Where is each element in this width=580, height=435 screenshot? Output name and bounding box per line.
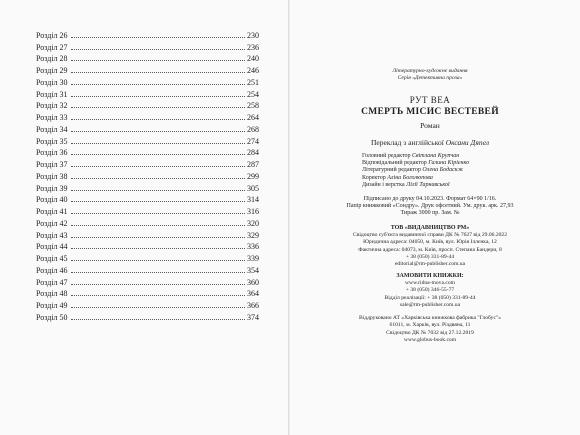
toc-page-number: 339 [247, 254, 259, 263]
toc-row [36, 110, 259, 122]
toc-page-number: 251 [247, 77, 259, 87]
toc-chapter-title: Розділ 34 [36, 124, 68, 134]
toc-row [36, 122, 259, 134]
toc-page-number: 284 [247, 148, 259, 158]
credit-role: Коректор [362, 174, 386, 181]
printing-line: www.globus-book.com [403, 337, 457, 343]
translation-label: Переклад з англійської [371, 137, 444, 147]
toc-page-number: 329 [247, 230, 259, 240]
toc-chapter-title: Розділ 40 [36, 195, 68, 205]
toc-dot-leader [71, 260, 245, 261]
toc-chapter-title: Розділ 26 [36, 30, 68, 40]
credit-name: Галина Кірієнко [428, 160, 470, 166]
toc-dot-leader [71, 213, 245, 214]
credit-name: Світлана Крупчан [412, 152, 460, 159]
toc-chapter-title: Розділ 50 [36, 312, 68, 322]
publisher-name: ТОВ «ВИДАВНИЦТВО РМ» [390, 224, 470, 231]
toc-chapter-title: Розділ 38 [36, 171, 68, 181]
toc-dot-leader [71, 37, 245, 38]
credit-name: Олена Бодаскж [422, 167, 464, 174]
table-of-contents [36, 28, 259, 322]
toc-page-number: 314 [247, 195, 259, 205]
toc-chapter-title: Розділ 47 [36, 277, 68, 287]
toc-chapter-title: Розділ 28 [36, 54, 68, 64]
toc-dot-leader [71, 131, 245, 132]
publisher-block [300, 225, 560, 269]
left-page [0, 0, 289, 435]
toc-dot-leader [71, 96, 245, 97]
credit-line [362, 153, 560, 160]
order-line: + 38 (050) 346-55-77 [405, 287, 455, 294]
toc-dot-leader [71, 154, 245, 155]
toc-page-number: 374 [247, 312, 259, 322]
toc-dot-leader [71, 272, 245, 273]
toc-chapter-title: Розділ 35 [36, 136, 68, 146]
toc-page-number: 274 [247, 136, 259, 146]
toc-page-number: 366 [247, 301, 259, 310]
toc-dot-leader [71, 237, 245, 238]
print-spec-line: Папір книжковий «Сондру». Друк офсетний. Ум. друк. арк. 27,93 [346, 203, 514, 210]
series-name: Серія «Детективна проза» [397, 75, 463, 82]
toc-chapter-title: Розділ 36 [36, 148, 68, 158]
toc-dot-leader [71, 143, 245, 144]
toc-row [36, 87, 259, 99]
toc-page-number: 240 [247, 54, 259, 64]
credit-line [362, 182, 560, 189]
toc-row [36, 146, 259, 158]
toc-page-number: 316 [247, 207, 259, 216]
toc-page-number: 236 [247, 42, 259, 52]
order-line: sale@rm-publisher.com.ua [399, 301, 461, 308]
toc-dot-leader [71, 225, 245, 226]
toc-dot-leader [71, 201, 245, 202]
translation-line [300, 138, 560, 147]
printing-line: Віддруковано АТ «Харківська книжкова фабрика "Глобус"» [358, 315, 502, 322]
toc-row [36, 40, 259, 52]
edition-type: Літературно-художнє видання [392, 68, 468, 74]
toc-page-number: 364 [247, 289, 259, 299]
toc-row [36, 310, 259, 322]
toc-page-number: 287 [247, 160, 259, 169]
toc-row [36, 28, 259, 40]
toc-dot-leader [71, 319, 245, 320]
toc-row [36, 287, 259, 299]
credit-role: Дизайн і верстка [362, 182, 405, 189]
toc-page-number: 320 [247, 218, 259, 228]
order-line: www.ridna-mova.com [405, 279, 455, 286]
credit-name: Аліна Боголюпова [387, 174, 433, 181]
toc-chapter-title: Розділ 30 [36, 77, 68, 87]
toc-chapter-title: Розділ 37 [36, 160, 68, 169]
toc-dot-leader [71, 295, 245, 296]
credit-name: Лілії Тарнавської [406, 182, 450, 189]
toc-row [36, 181, 259, 193]
toc-dot-leader [71, 284, 245, 285]
imprint-block [300, 68, 560, 344]
credits-list [300, 153, 560, 190]
book-genre: Роман [420, 120, 440, 130]
publisher-line: Фактична адреса: 04073, м. Київ, просп. Степана Бандери, 8 [358, 246, 502, 253]
toc-page-number: 258 [247, 101, 259, 111]
toc-page-number: 360 [247, 277, 259, 287]
print-specs [300, 196, 560, 218]
toc-dot-leader [71, 84, 245, 85]
publisher-line: editorial@rm-publisher.com.ua [394, 261, 466, 268]
toc-chapter-title: Розділ 39 [36, 183, 68, 193]
toc-chapter-title: Розділ 41 [36, 207, 68, 216]
printing-line: Свідоцтво ДК № 7032 від 27.12.2019 [386, 329, 474, 336]
publisher-line: Свідоцтво суб'єкта видавничої справи ДК № 7627 від 29.06.2022 [352, 232, 508, 239]
toc-page-number: 299 [247, 171, 259, 181]
toc-chapter-title: Розділ 33 [36, 113, 68, 122]
toc-dot-leader [71, 248, 245, 249]
credit-line [362, 167, 560, 174]
translator-name: Оксани Дяпел [445, 137, 489, 147]
toc-dot-leader [71, 60, 245, 61]
toc-row [36, 228, 259, 240]
toc-dot-leader [71, 178, 245, 179]
toc-chapter-title: Розділ 43 [36, 230, 68, 240]
order-line: Відділ реалізації: + 38 (050) 331-89-44 [384, 294, 476, 301]
printing-line: 61011, м. Харків, вул. Різдвяна, 11 [389, 322, 471, 329]
toc-row [36, 99, 259, 111]
toc-row [36, 52, 259, 64]
order-title: ЗАМОВИТИ КНИЖКИ: [396, 272, 464, 279]
toc-page-number: 246 [247, 66, 259, 75]
publisher-line: + 38 (050) 331-89-44 [405, 254, 455, 261]
publisher-line: Юридична адреса: 04050, м. Київ, вул. Юрія Іллєнка, 12 [363, 239, 497, 246]
toc-dot-leader [71, 72, 245, 73]
toc-page-number: 268 [247, 124, 259, 134]
credit-role: Відповідальний редактор [362, 160, 427, 166]
toc-row [36, 204, 259, 216]
toc-row [36, 134, 259, 146]
toc-row [36, 275, 259, 287]
toc-page-number: 354 [247, 265, 259, 275]
toc-row [36, 216, 259, 228]
toc-page-number: 254 [247, 89, 259, 99]
toc-chapter-title: Розділ 48 [36, 289, 68, 299]
toc-row [36, 75, 259, 87]
toc-chapter-title: Розділ 32 [36, 101, 68, 111]
toc-row [36, 251, 259, 263]
credit-role: Літературний редактор [362, 167, 421, 174]
toc-chapter-title: Розділ 42 [36, 218, 68, 228]
toc-chapter-title: Розділ 27 [36, 42, 68, 52]
toc-chapter-title: Розділ 46 [36, 265, 68, 275]
toc-chapter-title: Розділ 45 [36, 254, 68, 263]
toc-row [36, 63, 259, 75]
toc-chapter-title: Розділ 29 [36, 66, 68, 75]
toc-dot-leader [71, 49, 245, 50]
publisher-details [300, 232, 560, 268]
toc-page-number: 305 [247, 183, 259, 193]
toc-dot-leader [71, 190, 245, 191]
toc-dot-leader [71, 307, 245, 308]
toc-row [36, 298, 259, 310]
toc-chapter-title: Розділ 49 [36, 301, 68, 310]
toc-dot-leader [71, 119, 245, 120]
toc-row [36, 193, 259, 205]
book-title: СМЕРТЬ МІСИС ВЕСТЕВЕЙ [361, 106, 499, 117]
toc-row [36, 157, 259, 169]
toc-chapter-title: Розділ 31 [36, 89, 68, 99]
toc-row [36, 169, 259, 181]
toc-dot-leader [71, 166, 245, 167]
order-details [300, 280, 560, 309]
toc-row [36, 240, 259, 252]
printing-details [300, 315, 560, 344]
toc-page-number: 336 [247, 242, 259, 252]
toc-dot-leader [71, 107, 245, 108]
toc-page-number: 264 [247, 113, 259, 122]
toc-page-number: 230 [247, 30, 259, 40]
print-spec-line: Тираж 3000 пр. Зам. № [400, 210, 460, 217]
author-name: РУТ ВЕА [409, 94, 451, 105]
toc-row [36, 263, 259, 275]
toc-chapter-title: Розділ 44 [36, 242, 68, 252]
print-spec-line: Підписано до друку 04.10.2023. Формат 64×90 1/16. [363, 195, 497, 202]
credit-role: Головний редактор [362, 152, 411, 159]
